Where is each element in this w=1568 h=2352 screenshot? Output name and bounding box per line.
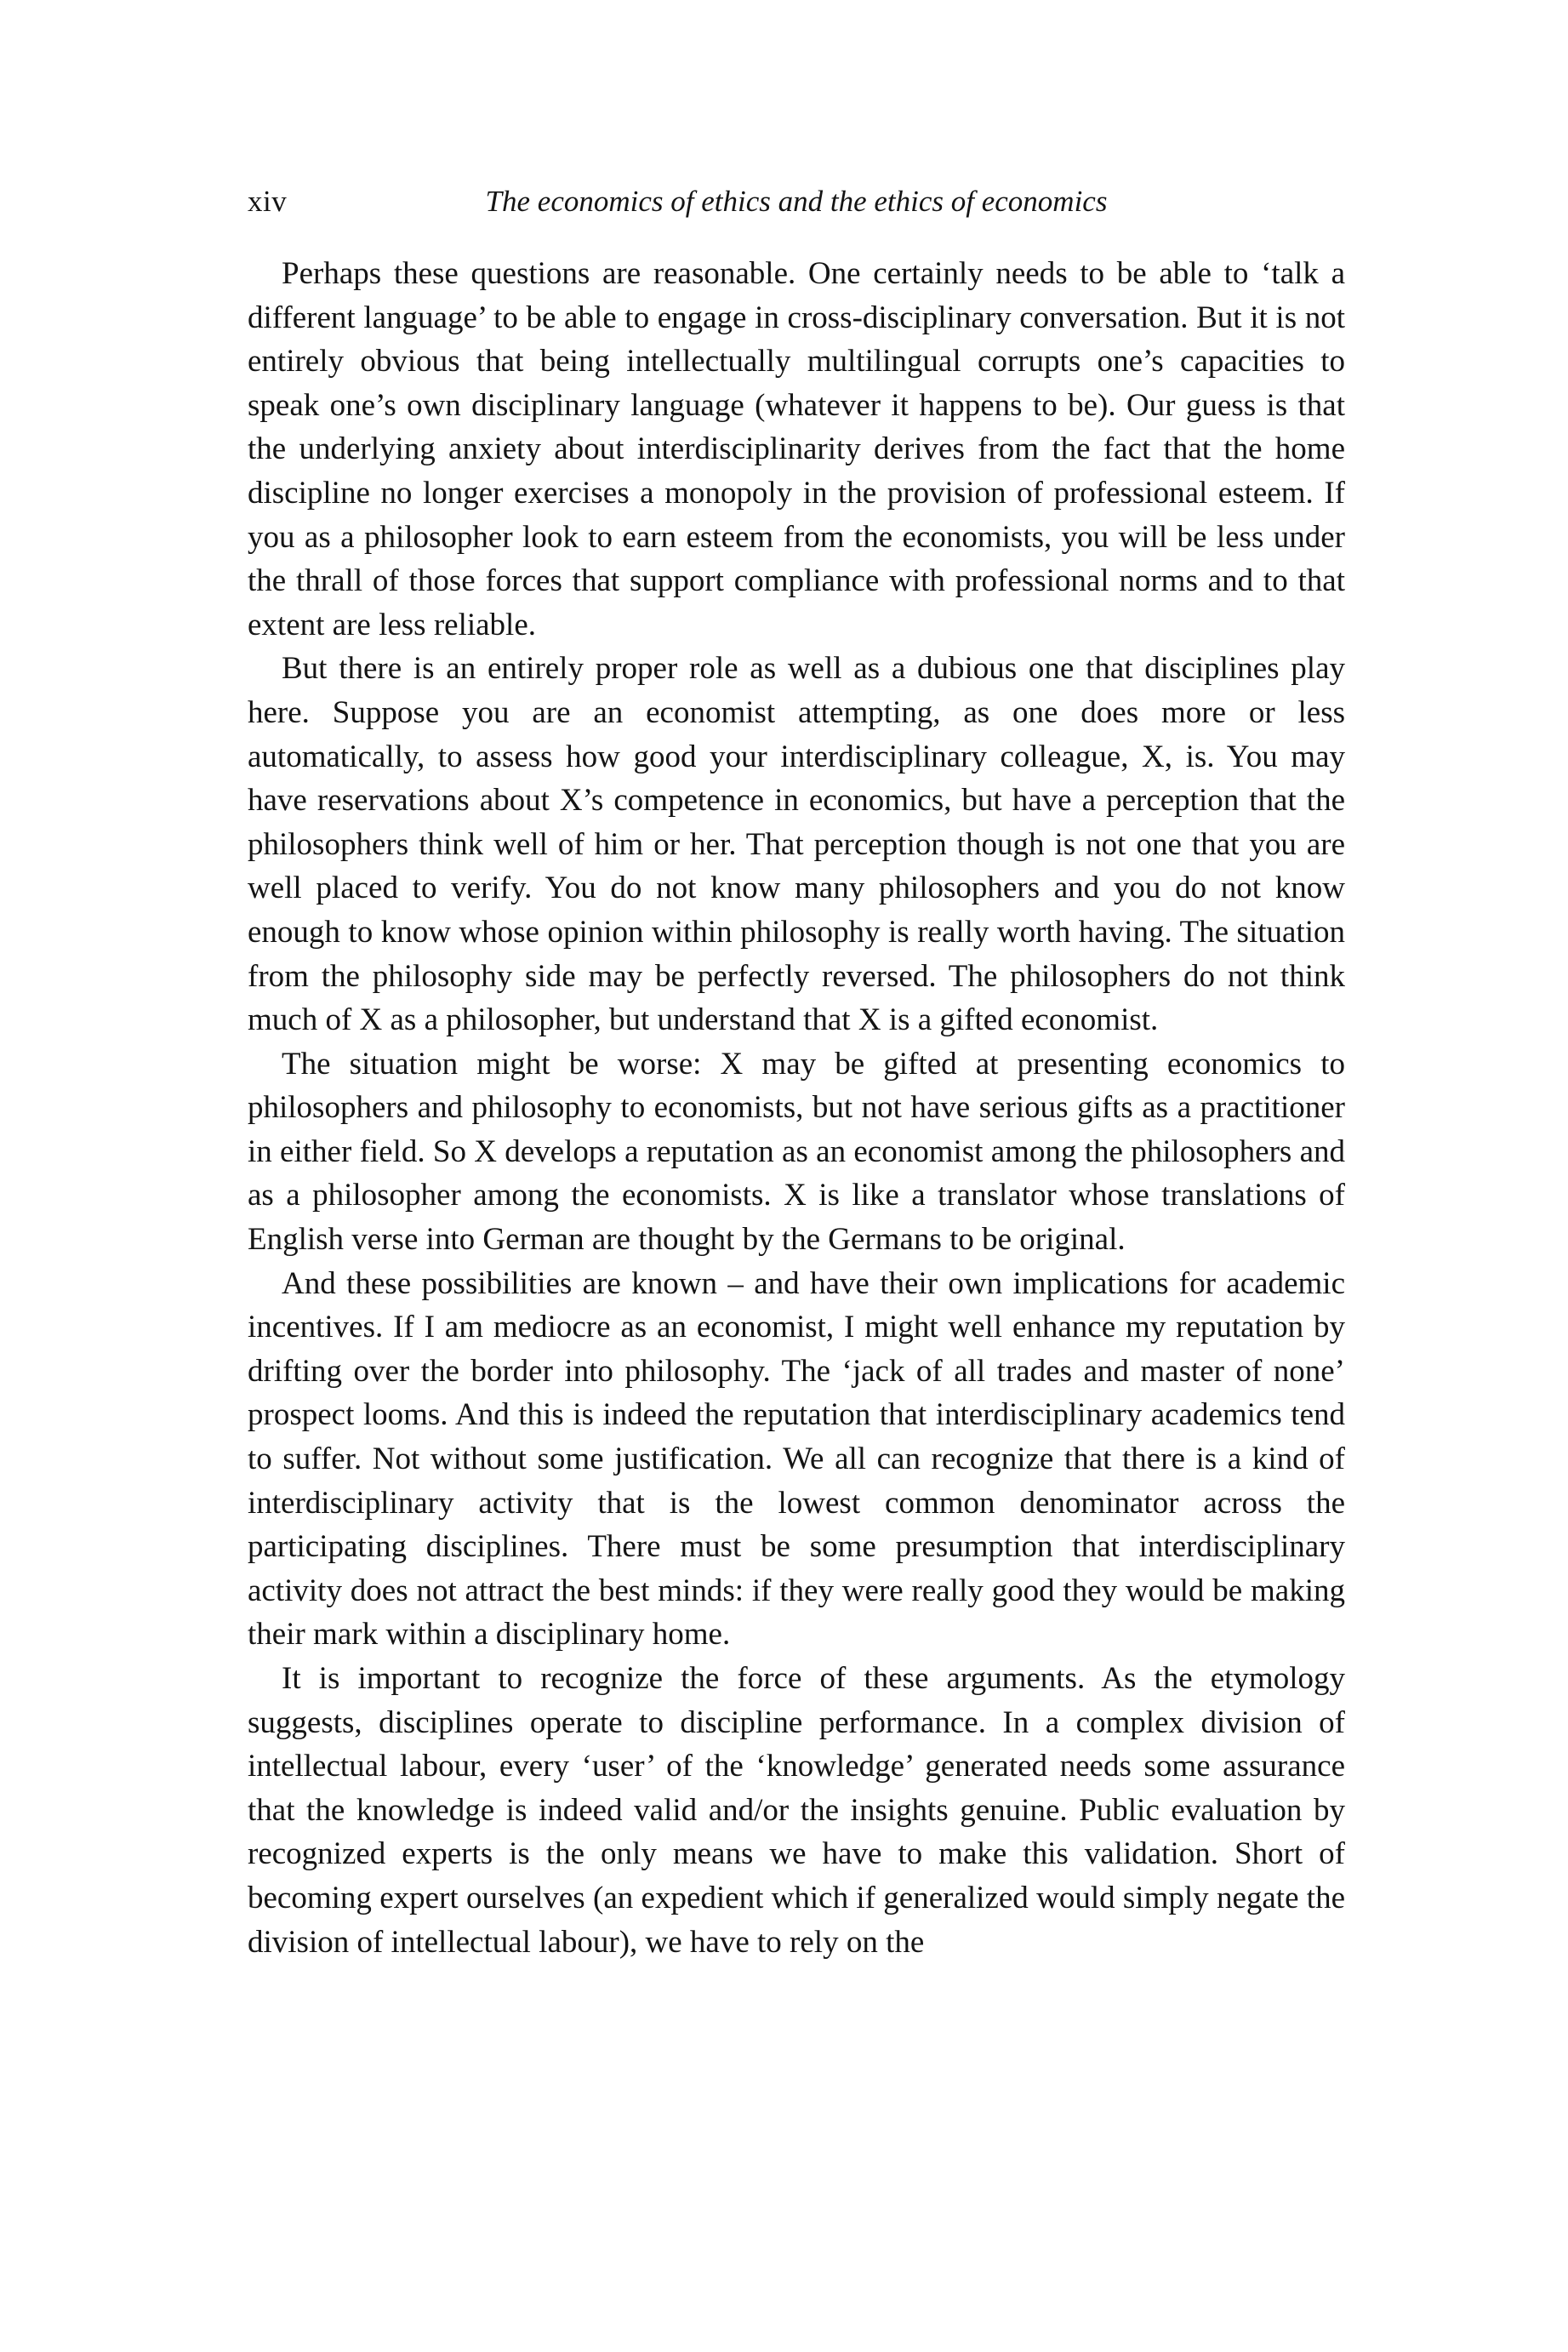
paragraph-1: Perhaps these questions are reasonable. One certainly needs to be able to ‘talk a different language’ to be able to engage in cross-disciplinary conversation. But it is not entirely obvious that being intellectually multilingual corrupts one’s capacities to speak one’s own disciplinary language (whatever it happens to be). Our guess is that the underlying anxiety about interdisciplinarity derives from the fact that the home discipline no longer exercises a monopoly in the provision of professional esteem. If you as a philosopher look to earn esteem from the economists, you will be less under the thrall of those forces that support compliance with professional norms and to that extent are less reliable. xyxy=(248,256,1345,642)
page-number: xiv xyxy=(248,185,288,218)
running-head xyxy=(248,179,1345,225)
paragraph-4: And these possibilities are known – and have their own implications for academic incentives. If I am mediocre as an economist, I might well enhance my reputation by drifting over the border into philosophy. The ‘jack of all trades and master of none’ prospect looms. And this is indeed the reputation that interdisciplinary academics tend to suffer. Not without some justification. We all can recognize that there is a kind of interdisciplinary activity that is the lowest common denominator across the participating disciplines. There must be some presumption that interdisciplinary activity does not attract the best minds: if they were really good they would be making their mark within a disciplinary home. xyxy=(248,1265,1345,1653)
paragraph-3: The situation might be worse: X may be gifted at presenting economics to philosophers and philosophy to economists, but not have serious gifts as a practitioner in either field. So X develops a reputation as an economist among the philosophers and as a philosopher among the economists. X is like a translator whose translations of English verse into German are thought by the Germans to be original. xyxy=(248,1046,1345,1258)
running-title: The economics of ethics and the ethics of economics xyxy=(485,185,1108,218)
paragraph-5: It is important to recognize the force of these arguments. As the etymology suggests, disciplines operate to discipline performance. In a complex division of intellectual labour, every ‘user’ of the ‘knowledge’ generated needs some assurance that the knowledge is indeed valid and/or the insights genuine. Public evaluation by recognized experts is the only means we have to make this validation. Short of becoming expert ourselves (an expedient which if generalized would simply negate the division of intellectual labour), we have to rely on the xyxy=(248,1661,1345,1960)
paragraph-2: But there is an entirely proper role as well as a dubious one that disciplines play here. Suppose you are an economist attempting, as one does more or less automatically, to assess how good your interdisciplinary colleague, X, is. You may have reservations about X’s competence in economics, but have a perception that the philosophers think well of him or her. That perception though is not one that you are well placed to verify. You do not know many philosophers and you do not know enough to know whose opinion within philosophy is really worth having. The situation from the philosophy side may be perfectly reversed. The philosophers do not think much of X as a philosopher, but understand that X is a gifted economist. xyxy=(248,651,1345,1038)
body-text xyxy=(248,252,1345,1964)
